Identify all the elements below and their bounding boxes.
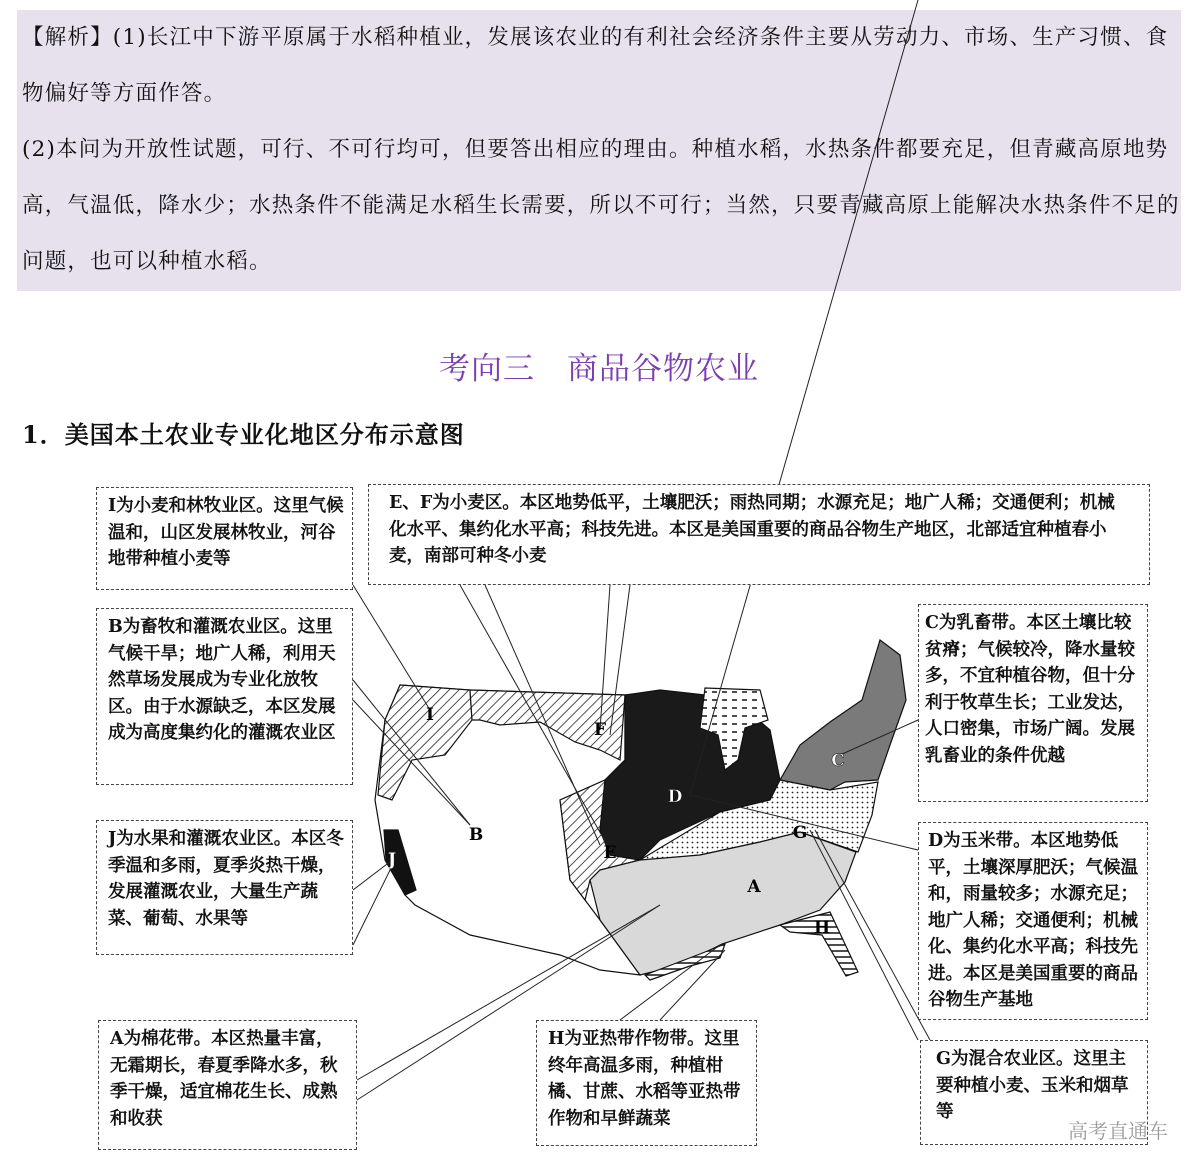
callout-a: A为棉花带。本区热量丰富，无霜期长，春夏季降水多，秋季干燥，适宜棉花生长、成熟和收获 [98,1020,357,1150]
section-title: 考向三 商品谷物农业 [439,351,759,387]
map-label-i: I [426,705,434,725]
map-label-c: C [831,751,845,771]
map-label-j: J [387,850,397,870]
callout-c: C为乳畜带。本区土壤比较贫瘠；气候较冷，降水量较多，不宜种植谷物，但十分利于牧草生长；工业发达，人口密集，市场广阔。发展乳畜业的条件优越 [918,604,1148,802]
map-label-b: B [468,825,484,845]
map-label-h: H [813,918,831,938]
analysis-paragraph-1: 【解析】(1)长江中下游平原属于水稻种植业，发展该农业的有利社会经济条件主要从劳动力、市场、生产习惯、食物偏好等方面作答。 [22,25,1169,106]
map-label-f: F [593,720,607,740]
map-label-e: E [603,843,617,863]
diagram-heading: 1．美国本土农业专业化地区分布示意图 [22,420,465,449]
callout-b: B为畜牧和灌溉农业区。这里气候干旱；地广人稀，利用天然草场发展成为专业化放牧区。由于水源缺乏，本区发展成为高度集约化的灌溉农业区 [96,608,353,785]
callout-d: D为玉米带。本区地势低平，土壤深厚肥沃；气候温和，雨量较多；水源充足；地广人稀；交通便利；机械化、集约化水平高；科技先进。本区是美国重要的商品谷物生产基地 [918,822,1148,1020]
callout-ef: E、F为小麦区。本区地势低平，土壤肥沃；雨热同期；水源充足；地广人稀；交通便利；机械化水平、集约化水平高；科技先进。本区是美国重要的商品谷物生产地区，北部适宜种植春小麦，南部可种冬小麦 [368,484,1150,585]
callout-g: G为混合农业区。这里主要种植小麦、玉米和烟草等 [920,1040,1148,1145]
map-label-a: A [747,877,761,897]
callout-h: H为亚热带作物带。这里终年高温多雨，种植柑橘、甘蔗、水稻等亚热带作物和早鲜蔬菜 [536,1020,757,1146]
callout-i: I为小麦和林牧业区。这里气候温和，山区发展林牧业，河谷地带种植小麦等 [96,487,353,590]
map-label-g: G [792,823,808,843]
watermark: 高考直通车 [1068,1119,1168,1143]
callout-j: J为水果和灌溉农业区。本区冬季温和多雨，夏季炎热干燥，发展灌溉农业，大量生产蔬菜、葡萄、水果等 [96,820,353,955]
leader-line [353,585,430,710]
leader-line [353,860,395,945]
analysis-paragraph-2: (2)本问为开放性试题，可行、不可行均可，但要答出相应的理由。种植水稻，水热条件都要充足，但青藏高原地势高，气温低，降水少；水热条件不能满足水稻生长需要，所以不可行；当然，只要青藏高原上能解决水热条件不足的问题，也可以种植水稻。 [22,137,1180,274]
map-label-d: D [667,787,683,807]
